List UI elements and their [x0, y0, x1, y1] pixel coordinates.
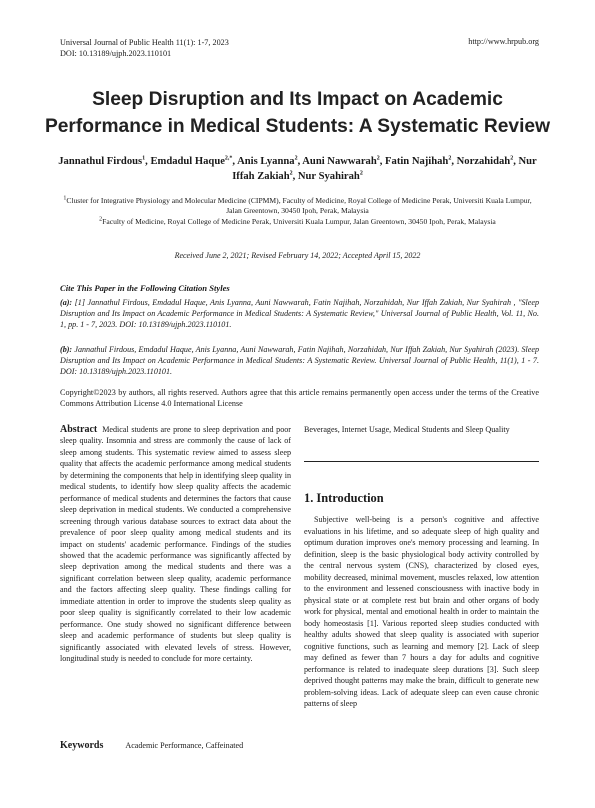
author-name: Fatin Najihah [385, 156, 449, 167]
author-affiliation-mark: 2 [448, 155, 452, 162]
keywords-text-left: Academic Performance, Caffeinated [125, 741, 244, 750]
journal-line: Universal Journal of Public Health 11(1): 1-7, 2023 [60, 38, 229, 47]
author-name: Norzahidah [456, 156, 511, 167]
affiliation-text: Faculty of Medicine, Royal College of Medicine Perak, Universiti Kuala Lumpur, Jalan Greentown, 30450 Ipoh, Perak, Malaysia [102, 216, 496, 226]
author-name: Emdadul Haque [150, 156, 225, 167]
author-affiliation-mark: 2,* [224, 155, 233, 162]
keywords-label: Keywords [60, 740, 104, 751]
author-affiliation-mark: 2 [359, 170, 363, 177]
abstract-label: Abstract [60, 424, 98, 435]
keywords-left [60, 740, 291, 751]
journal-url[interactable]: http://www.hrpub.org [468, 37, 539, 46]
affiliation-line [55, 217, 540, 227]
author-list: Jannathul Firdous$^1$, Emdadul Haque$^{2,*}$, Anis Lyanna$^2$, Auni Nawwarah$^2$, Fatin Najihah$^2$, Norzahidah$^2$, Nur Iffah Zakiah$^2$, Nur Syahirah$^2$ [58, 155, 537, 182]
section-divider [304, 461, 539, 462]
author-affiliation-mark: 2 [294, 155, 298, 162]
citation-style-a [60, 298, 539, 330]
author-affiliation-mark: 1 [142, 155, 146, 162]
citation-a-label: (a): [60, 298, 73, 307]
affiliation-text: Cluster for Integrative Physiology and Molecular Medicine (CIPMM), Faculty of Medicine, Royal College of Medicine Perak, Universiti Kuala Lumpur, Jalan Greentown, 30450 Ipoh, Perak, Malaysia [66, 196, 532, 216]
abstract-text: Medical students are prone to sleep deprivation and poor sleep quality. Insomnia and stress are commonly the cause of lack of sleep among students. This systematic review aimed to assess sleep quality that affects the academic performance among medical students by determining the components that help in identifying sleep quality in medical students, to identify how sleep quality affects the academic performance of medical students and determines the factors that cause sleep deprivation in medical students. We conducted a comprehensive screening through various database sources to extract data about the prevalence of poor sleep quality among medical students and its impact on students' academic performance. Findings of the studies showed that the academic performance was significantly affected by sleep deprivation among the medical students and there was a significant correlation between sleep quality, academic performance and the factors affecting sleep quality. These findings calling for immediate attention in order to improve the students sleep quality as poor sleep quality is significantly correlated to their low academic performance. One study showed no significant difference between sleep and academic performance of students but sleep quality is significantly associated with elevated levels of stress. However, longitudinal study is needed to conclude for more certainty. [60, 425, 291, 664]
author-affiliation-mark: 2 [289, 170, 293, 177]
affiliation-mark: 1 [63, 195, 67, 202]
author-name: Nur Syahirah [297, 171, 360, 182]
citation-b-label: (b): [60, 345, 73, 354]
affiliation-list [55, 196, 540, 227]
copyright-notice: Copyright©2023 by authors, all rights reserved. Authors agree that this article remains permanently open access under the terms of the Creative Commons Attribution License 4.0 International License [60, 388, 539, 408]
author-affiliation-mark: 2 [376, 155, 380, 162]
citation-heading: Cite This Paper in the Following Citation Styles [60, 283, 230, 293]
introduction-heading: 1. Introduction [304, 491, 384, 505]
citation-style-b [60, 345, 539, 377]
doi-line: DOI: 10.13189/ujph.2023.110101 [60, 49, 172, 58]
running-header [60, 37, 229, 59]
author-name: Auni Nawwarah [302, 156, 377, 167]
author-name: Anis Lyanna [237, 156, 295, 167]
author-name: Jannathul Firdous [58, 156, 143, 167]
paper-title: Sleep Disruption and Its Impact on Academic Performance in Medical Students: A Systematic Review [44, 89, 551, 137]
introduction-text: Subjective well-being is a person's cognitive and affective evaluations in his lifetime, and so adequate sleep of high quality and optimum duration improves one's memory processing and learning. In definition, sleep is the basic physiological body activity controlled by the central nervous system (CNS), characterized by closed eyes, mobility decreased, minimal movement, muscles relaxed, low attention to the environment and lessened consciousness with inactive body in physical state or at complete rest but brain and other organs of body work for physical, mental and emotional health in order to maintain the body homeostasis [1]. Various reported sleep studies conducted with healthy adults showed that sleep quality is associated with superior cognitive functions, such as learning and memory [2]. Lack of sleep may defined as fewer than 7 hours a day for adults and cognitive performance is related to inadequate sleep durations [3]. Such sleep deprived thought patterns may make the brain, difficult to generate new problem-solving ideas. Lack of adequate sleep can even cause chronic patterns of sleep [304, 515, 539, 708]
author-affiliation-mark: 2 [510, 155, 514, 162]
affiliation-line [55, 196, 540, 217]
citation-a-text: [1] Jannathul Firdous, Emdadul Haque, Anis Lyanna, Auni Nawwarah, Fatin Najihah, Norzahidah, Nur Iffah Zakiah, Nur Syahirah , "Sleep Disruption and Its Impact on Academic Performance in Medical Students: A Systematic Review," Universal Journal of Public Health, Vol. 11, No. 1, pp. 1 - 7, 2023. DOI: 10.13189/ujph.2023.110101. [60, 298, 539, 329]
article-dates: Received June 2, 2021; Revised February 14, 2022; Accepted April 15, 2022 [174, 251, 421, 260]
author-name: Nur Iffah Zakiah [232, 156, 537, 182]
affiliation-mark: 2 [99, 216, 103, 223]
citation-b-text: Jannathul Firdous, Emdadul Haque, Anis Lyanna, Auni Nawwarah, Fatin Najihah, Norzahidah, Nur Iffah Zakiah, Nur Syahirah (2023). Sleep Disruption and Its Impact on Academic Performance in Medical Students: A Systematic Review. Universal Journal of Public Health, 11(1), 1 - 7. DOI: 10.13189/ujph.2023.110101. [60, 345, 539, 376]
abstract [60, 424, 291, 665]
keywords-continued: Beverages, Internet Usage, Medical Students and Sleep Quality [304, 425, 510, 434]
